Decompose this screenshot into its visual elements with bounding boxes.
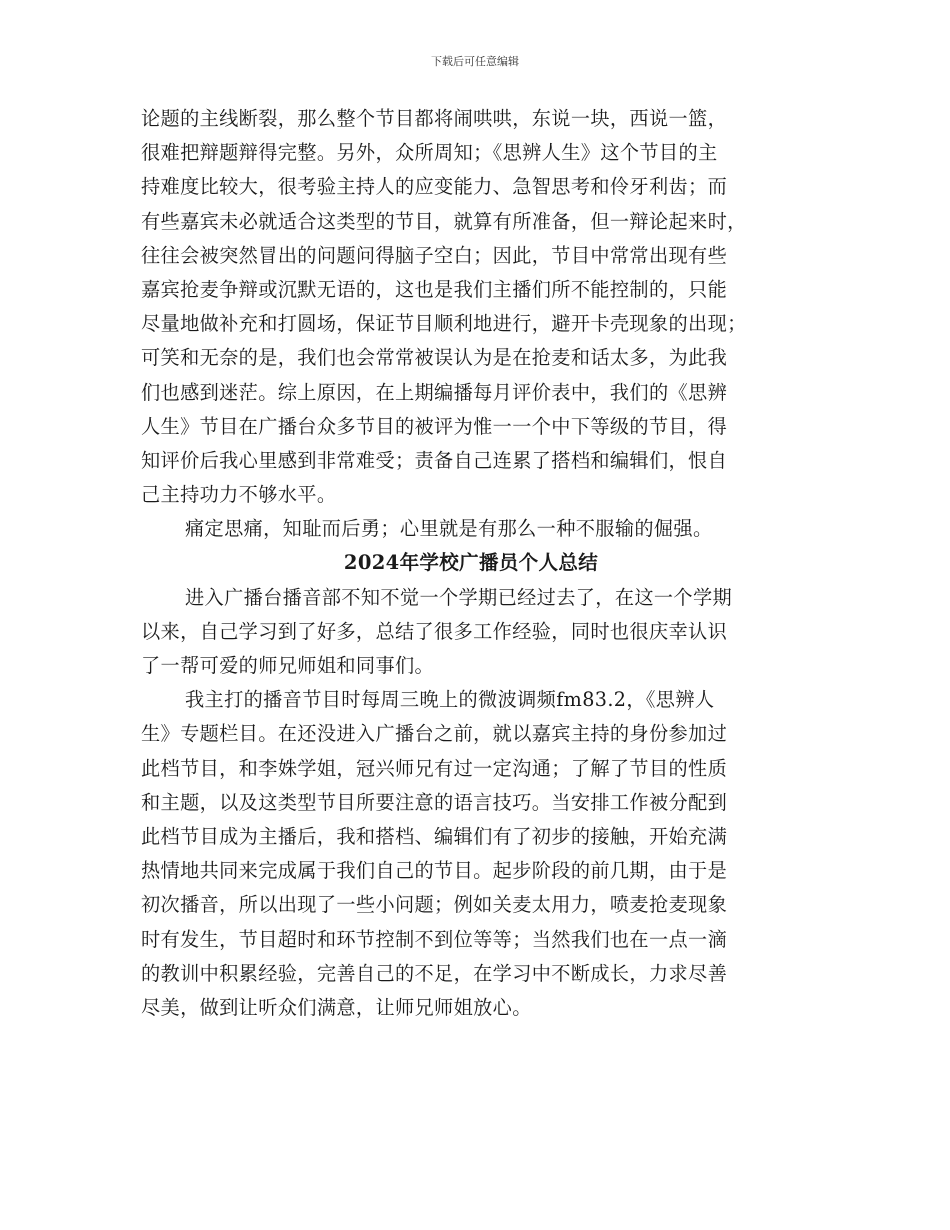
document-body: [141, 102, 831, 1025]
body-line: 初次播音，所以出现了一些小问题；例如关麦太用力，喷麦抢麦现象: [141, 893, 728, 917]
body-line: 们也感到迷茫。综上原因，在上期编播每月评价表中，我们的《思辨: [141, 380, 728, 404]
body-line: 有些嘉宾未必就适合这类型的节目，就算有所准备，但一辩论起来时，: [141, 209, 747, 233]
body-line: 论题的主线断裂，那么整个节目都将闹哄哄，东说一块，西说一篮，: [141, 107, 728, 130]
body-line: 很难把辩题辩得完整。另外，众所周知；《思辨人生》这个节目的主: [141, 141, 718, 165]
body-line: 人生》节目在广播台众多节目的被评为惟一一个中下等级的节目，得: [141, 414, 728, 438]
body-line: 生》专题栏目。在还没进入广播台之前，就以嘉宾主持的身份参加过: [141, 722, 728, 746]
body-line: 了一帮可爱的师兄师姐和同事们。: [141, 654, 435, 677]
body-line: 和主题，以及这类型节目所要注意的语言技巧。当安排工作被分配到: [141, 790, 728, 814]
body-line: 嘉宾抢麦争辩或沉默无语的，这也是我们主播们所不能控制的，只能: [141, 277, 728, 301]
header-note: 下载后可任意编辑: [431, 55, 519, 68]
section-title: 2024年学校广播员个人总结: [343, 551, 599, 575]
body-line: 己主持功力不够水平。: [141, 483, 337, 507]
body-line: 可笑和无奈的是，我们也会常常被误认为是在抢麦和话太多，为此我: [141, 346, 728, 370]
body-line: 往往会被突然冒出的问题问得脑子空白；因此，节目中常常出现有些: [141, 243, 728, 267]
body-line: 我主打的播音节目时每周三晚上的微波调频fm83.2，《思辨人: [185, 688, 715, 712]
closing-line: 痛定思痛，知耻而后勇；心里就是有那么一种不服输的倔强。: [185, 517, 713, 541]
body-line: 进入广播台播音部不知不觉一个学期已经过去了，在这一个学期: [185, 585, 733, 609]
body-line: 此档节目，和李姝学姐，冠兴师兄有过一定沟通；了解了节目的性质: [141, 756, 728, 780]
body-line: 以来，自己学习到了好多，总结了很多工作经验，同时也很庆幸认识: [141, 619, 728, 643]
body-line: 此档节目成为主播后，我和搭档、编辑们有了初步的接触，开始充满: [141, 824, 728, 848]
body-line: 知评价后我心里感到非常难受；责备自己连累了搭档和编辑们，恨自: [141, 448, 728, 472]
body-line: 的教训中积累经验，完善自己的不足，在学习中不断成长，力求尽善: [141, 961, 728, 985]
body-line: 热情地共同来完成属于我们自己的节目。起步阶段的前几期，由于是: [141, 859, 728, 883]
body-line: 时有发生，节目超时和环节控制不到位等等；当然我们也在一点一滴: [141, 927, 728, 951]
body-line: 尽量地做补充和打圆场，保证节目顺利地进行，避开卡壳现象的出现；: [141, 312, 747, 336]
body-line: 尽美，做到让听众们满意，让师兄师姐放心。: [141, 995, 532, 1019]
body-line: 持难度比较大，很考验主持人的应变能力、急智思考和伶牙利齿；而: [141, 175, 728, 199]
